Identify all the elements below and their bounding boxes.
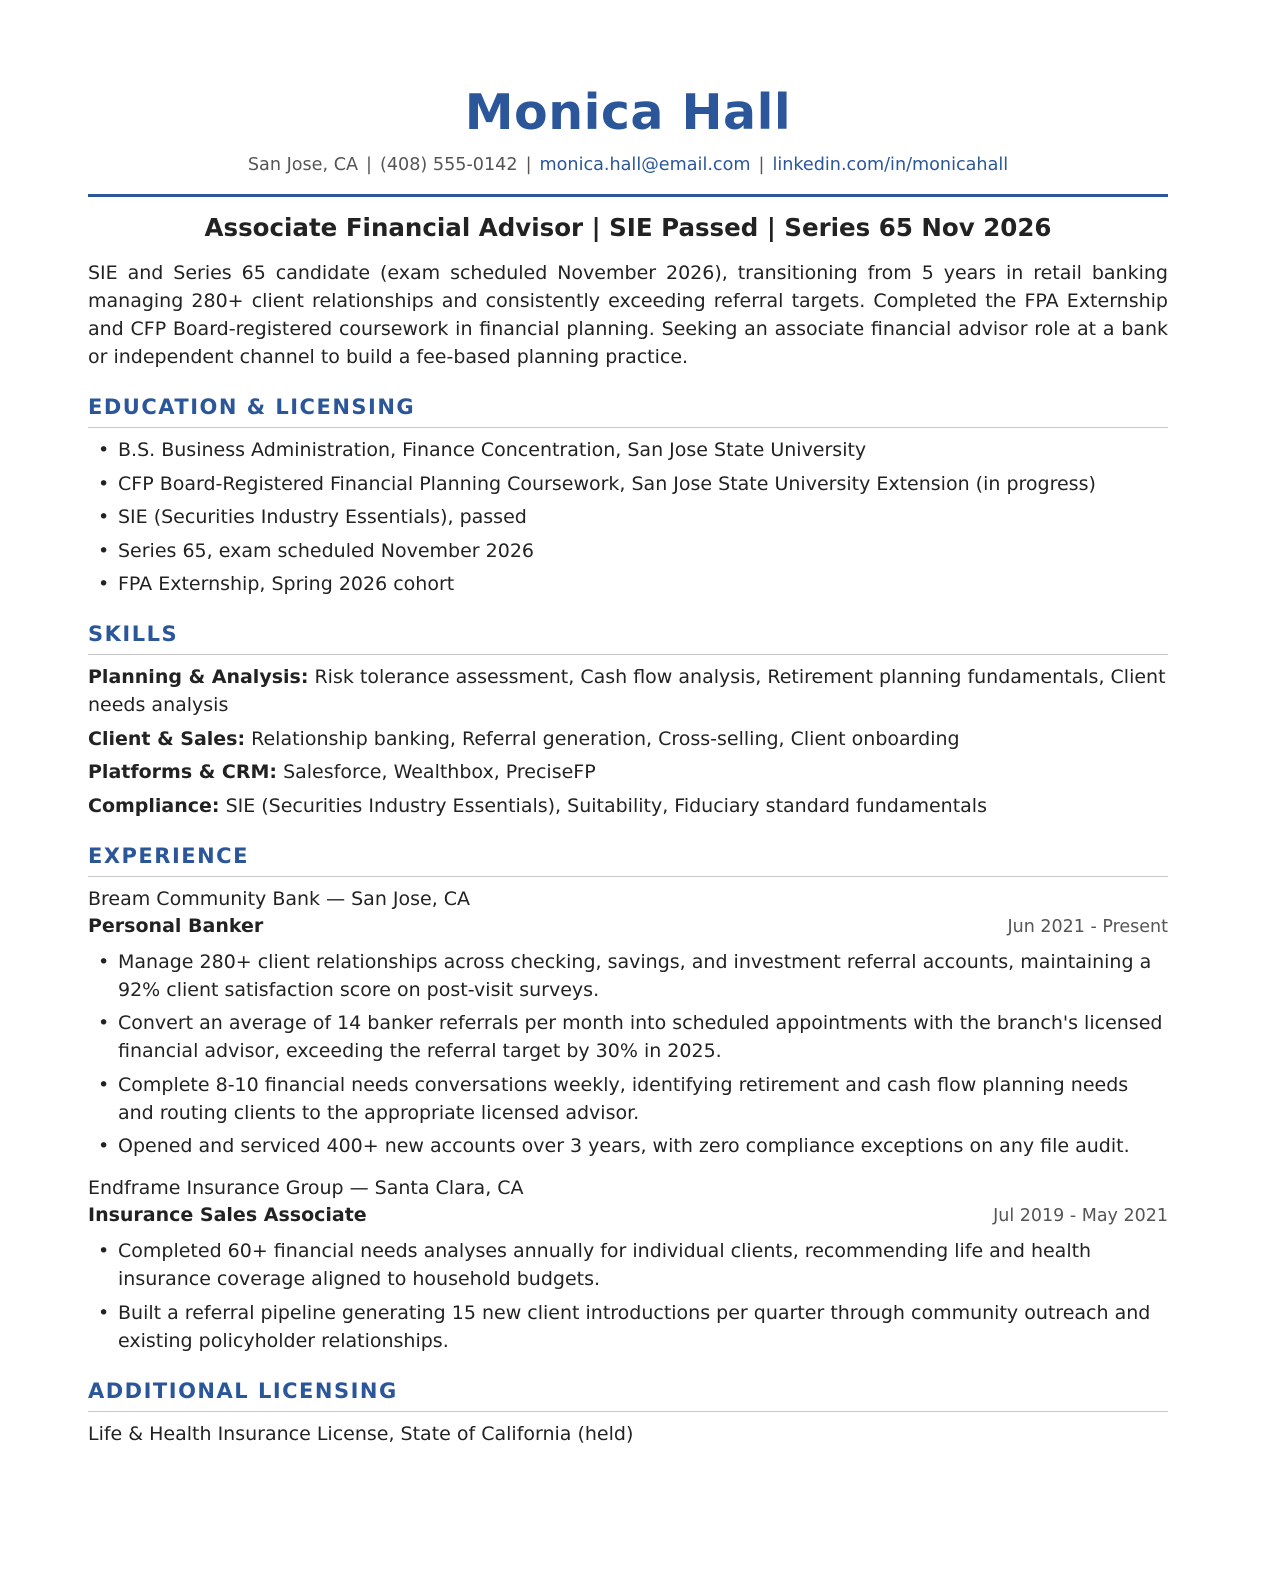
list-item: • Complete 8-10 financial needs conversations weekly, identifying retirement and cash flow planning needs and routing clients to the appropriate licensed advisor. — [98, 1073, 1129, 1124]
separator: | — [525, 155, 532, 175]
job-title: Personal Banker — [88, 914, 264, 937]
section-title-skills: SKILLS — [88, 619, 1168, 655]
list-item: • Built a referral pipeline generating 15 new client introductions per quarter through community outreach and existing policyholder relationships. — [98, 1301, 1151, 1352]
list-item: • Convert an average of 14 banker referrals per month into scheduled appointments with the branch's licensed financial advisor, exceeding the referral target by 30% in 2025. — [98, 1012, 1163, 1062]
role-row — [88, 913, 1168, 940]
candidate-name: Monica Hall — [464, 84, 792, 141]
job-dates: Jul 2019 - May 2021 — [993, 1206, 1168, 1226]
employer-name: Endframe Insurance Group — Santa Clara, CA — [88, 1177, 524, 1199]
education-list — [88, 436, 1168, 598]
list-item: • Series 65, exam scheduled November 2026 — [98, 539, 534, 562]
skill-value: Salesforce, Wealthbox, PreciseFP — [283, 761, 596, 783]
section-title-education: EDUCATION & LICENSING — [88, 392, 1168, 428]
linkedin-link[interactable]: linkedin.com/in/monicahall — [772, 155, 1009, 175]
skill-label: Client & Sales: — [88, 727, 246, 750]
separator: | — [758, 155, 765, 175]
job-bullets — [88, 1237, 1168, 1355]
list-item: • B.S. Business Administration, Finance Concentration, San Jose State University — [98, 439, 867, 461]
list-item: • Opened and serviced 400+ new accounts over 3 years, with zero compliance exceptions on any file audit. — [98, 1135, 1130, 1157]
skill-line — [88, 663, 1168, 719]
employer-name: Bream Community Bank — San Jose, CA — [88, 887, 471, 910]
header-divider — [88, 194, 1168, 197]
headline: Associate Financial Advisor | SIE Passed | Series 65 Nov 2026 — [204, 213, 1052, 242]
skill-line — [88, 725, 1168, 753]
phone: (408) 555-0142 — [379, 155, 518, 175]
list-item: • CFP Board-Registered Financial Planning Coursework, San Jose State University Extension (in progress) — [98, 472, 1096, 495]
role-row — [88, 1202, 1168, 1229]
skill-line — [88, 792, 1168, 820]
skill-label: Planning & Analysis: — [88, 666, 309, 688]
section-title-additional-licensing: ADDITIONAL LICENSING — [88, 1376, 1168, 1412]
list-item: • FPA Externship, Spring 2026 cohort — [98, 573, 455, 595]
skills-block — [88, 663, 1168, 820]
section-title-experience: EXPERIENCE — [88, 841, 1168, 877]
skill-value: SIE (Securities Industry Essentials), Suitability, Fiduciary standard fundamentals — [225, 794, 987, 817]
email-link[interactable]: monica.hall@email.com — [539, 155, 751, 175]
list-item: • Manage 280+ client relationships across checking, savings, and investment referral accounts, maintaining a 92% client satisfaction score on post-visit surveys. — [98, 950, 1152, 1001]
job-dates: Jun 2021 - Present — [1007, 916, 1168, 937]
skill-value: Risk tolerance assessment, Cash flow analysis, Retirement planning fundamentals, Client needs analysis — [88, 666, 1166, 716]
additional-licensing-text: Life & Health Insurance License, State of California (held) — [88, 1422, 634, 1445]
location: San Jose, CA — [247, 155, 359, 175]
contact-line — [88, 152, 1168, 178]
list-item: • SIE (Securities Industry Essentials), passed — [98, 506, 527, 528]
job-title: Insurance Sales Associate — [88, 1204, 367, 1226]
job-bullets — [88, 948, 1168, 1161]
summary: SIE and Series 65 candidate (exam scheduled November 2026), transitioning from 5 years in retail banking managing 280+ client relationships and consistently exceeding referral targets. Completed the FPA Externship and CFP Board-registered coursework in financial planning. Seeking an associate financial advisor role at a bank or independent channel to build a fee-based planning practice. — [88, 262, 1168, 368]
resume-content — [88, 80, 1168, 1448]
skill-value: Relationship banking, Referral generation, Cross-selling, Client onboarding — [251, 727, 960, 750]
skill-label: Compliance: — [88, 794, 220, 817]
separator: | — [366, 155, 372, 175]
list-item: • Completed 60+ financial needs analyses annually for individual clients, recommending life and health insurance coverage aligned to household budgets. — [98, 1240, 1092, 1290]
skill-label: Platforms & CRM: — [88, 761, 278, 783]
skill-line — [88, 758, 1168, 786]
